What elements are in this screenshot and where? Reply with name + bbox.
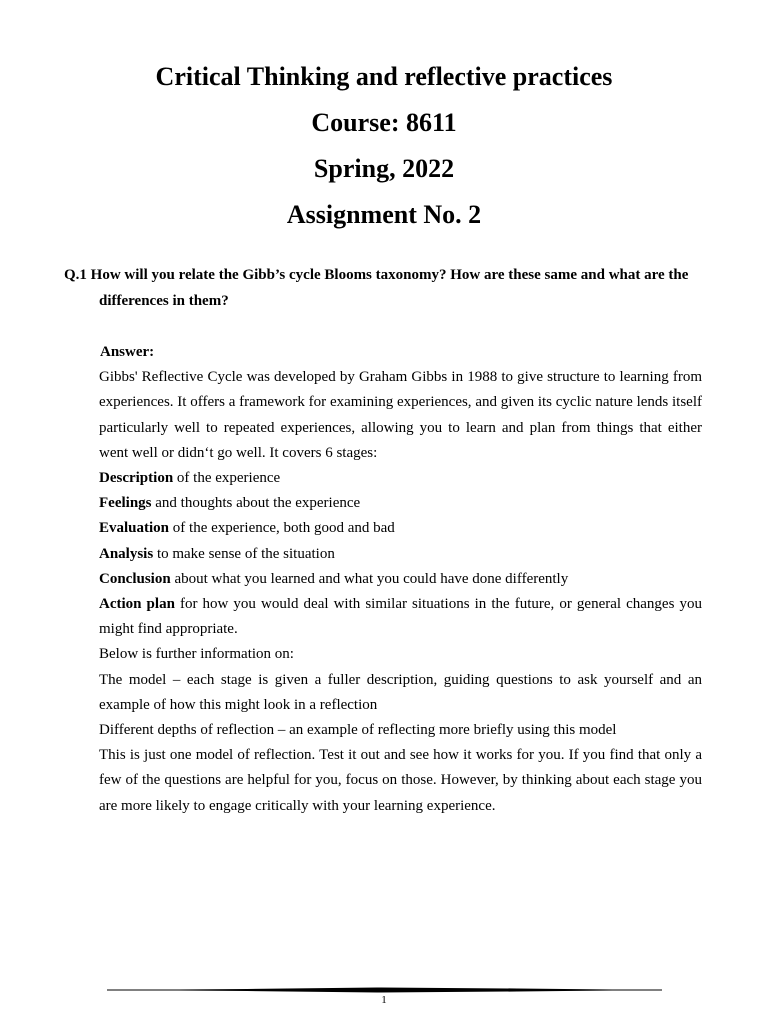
stage-item <box>99 567 702 592</box>
stage-term: Feelings <box>99 495 152 512</box>
term-label: Spring, 2022 <box>313 154 455 183</box>
stage-term: Conclusion <box>99 570 171 587</box>
answer-intro: Gibbs' Reflective Cycle was developed by Graham Gibbs in 1988 to give structure to learning from experiences. It offers a framework for examining experiences, and given its cyclic nature lends itself particularly well to repeated experiences, allowing you to learn and plan from things that either went well or didn‘t go well. It covers 6 stages: <box>99 369 702 461</box>
answer-section <box>99 340 702 819</box>
stage-item <box>99 466 702 491</box>
further-info-line: Below is further information on: <box>99 646 294 663</box>
stage-text: of the experience, both good and bad <box>169 520 395 537</box>
stage-term: Evaluation <box>99 520 170 537</box>
stage-text: and thoughts about the experience <box>151 495 361 512</box>
document-title: Critical Thinking and reflective practices <box>155 62 613 91</box>
stage-term: Description <box>99 470 174 487</box>
stage-text: about what you learned and what you could have done differently <box>170 570 569 587</box>
stage-term: Analysis <box>99 545 154 562</box>
question-1 <box>64 262 714 314</box>
course-code: Course: 8611 <box>311 108 457 137</box>
question-line-1: Q.1 How will you relate the Gibb’s cycle Blooms taxonomy? How are these same and what are the <box>64 267 689 283</box>
question-line-2: differences in them? <box>99 293 229 309</box>
closing-paragraph: This is just one model of reflection. Test it out and see how it works for you. If you find that only a few of the questions are helpful for you, focus on those. However, by thinking about each stage you are more likely to engage critically with your learning experience. <box>99 747 702 814</box>
stage-item <box>99 592 702 642</box>
assignment-number: Assignment No. 2 <box>286 200 482 229</box>
page-number: 1 <box>381 994 387 1006</box>
depths-line: Different depths of reflection – an example of reflecting more briefly using this model <box>99 722 617 739</box>
stage-item <box>99 542 702 567</box>
stage-text: for how you would deal with similar situations in the future, or general changes you might find appropriate. <box>99 596 702 638</box>
model-description: The model – each stage is given a fuller description, guiding questions to ask yourself and an example of how this might look in a reflection <box>99 671 702 713</box>
stage-text: of the experience <box>173 470 281 487</box>
answer-label: Answer: <box>100 344 155 360</box>
stage-item <box>99 491 702 516</box>
stage-item <box>99 516 702 541</box>
stage-term: Action plan <box>99 596 175 613</box>
stage-text: to make sense of the situation <box>153 545 335 562</box>
